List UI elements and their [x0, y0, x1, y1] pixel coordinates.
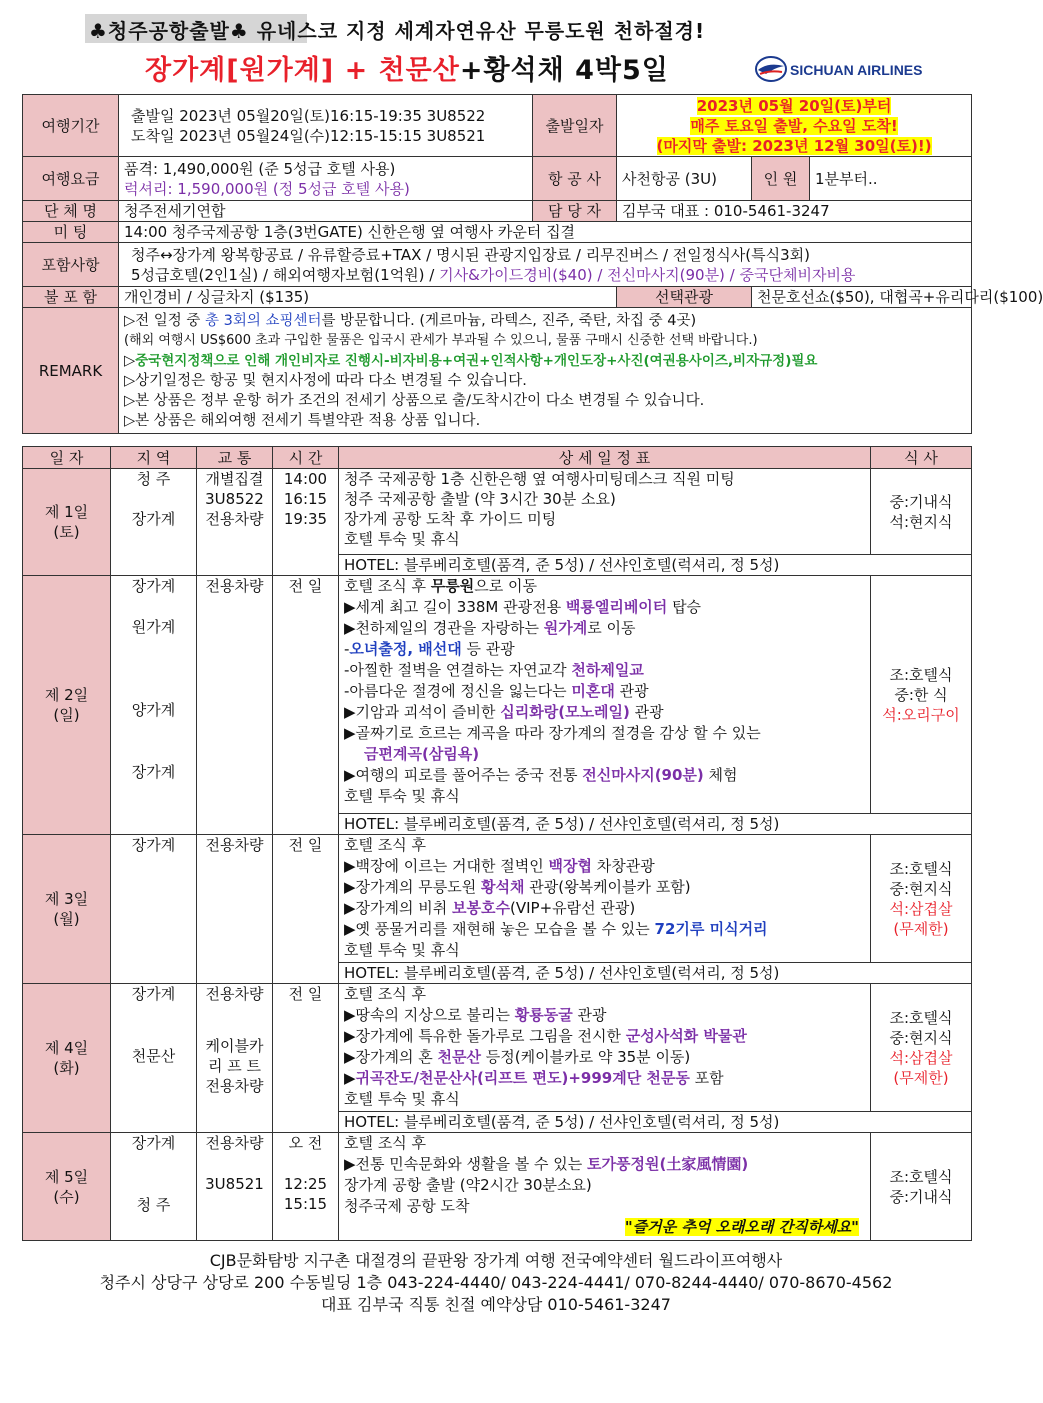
- day4-meals: [871, 984, 972, 1112]
- day2-l11: 호텔 투숙 및 휴식: [344, 787, 460, 805]
- day5-time: [273, 1133, 339, 1241]
- day1-time-2: 16:15: [283, 490, 328, 508]
- day5-dow: (수): [53, 1187, 80, 1206]
- day4-l1: 호텔 조식 후: [344, 985, 426, 1003]
- day4-l4c: 등정(케이블카로 약 35분 이동): [481, 1048, 691, 1066]
- day4-transport-1: 전용차량: [205, 985, 264, 1003]
- day2-l5a: -아찔한 절벽을 연결하는 자연교각: [344, 661, 572, 679]
- day2-l10b: 전신마사지(90분): [582, 766, 704, 784]
- day5-day: 제 5일: [44, 1167, 89, 1186]
- day4-transport-4: 전용차량: [205, 1077, 264, 1095]
- day1-line4: 호텔 투숙 및 휴식: [344, 530, 460, 548]
- day5-l4: 청주국제 공항 도착: [344, 1197, 470, 1215]
- col-time: 시 간: [273, 447, 339, 469]
- day2-l6b: 미혼대: [571, 682, 615, 700]
- include-line1: 청주↔장가계 왕복항공료 / 유류할증료+TAX / 명시된 관광지입장료 / 리무진버스 / 전일정식사(특식3회): [131, 245, 810, 264]
- day1-meals: [871, 469, 972, 555]
- day5-row: [23, 1133, 972, 1241]
- day1-transport: [197, 469, 273, 576]
- day2-l7a: ▶기암과 괴석이 즐비한: [344, 703, 501, 721]
- day5-l2a: ▶전통 민속문화와 생활을 볼 수 있는: [344, 1155, 588, 1173]
- exclude-value: 개인경비 / 싱글차지 ($135): [119, 287, 617, 308]
- manager-value: 김부국 대표 : 010-5461-3247: [617, 201, 972, 222]
- day5-l2b: 토가풍정원(土家風情園): [587, 1155, 749, 1173]
- depart-line1: 2023년 05월 20일(토)부터: [696, 96, 892, 115]
- day2-label: [23, 576, 111, 835]
- remark2: (해외 여행시 US$600 초과 구입한 물품은 입국시 관세가 부과될 수 있으니, 물품 구매시 신중한 선택 바랍니다.): [124, 332, 758, 348]
- include-label: 포함사항: [23, 243, 119, 287]
- day4-l4a: ▶장가계의 혼: [344, 1048, 438, 1066]
- exclude-label: 불 포 함: [23, 287, 119, 308]
- day3-l2b: 백장협: [548, 857, 592, 875]
- day4-label: [23, 984, 111, 1133]
- day2-l10c: 체험: [703, 766, 738, 784]
- day3-row: [23, 835, 972, 963]
- day1-line3: 장가계 공항 도착 후 가이드 미팅: [344, 510, 557, 528]
- airline-label: 항 공 사: [533, 157, 617, 201]
- fee-label: 여행요금: [23, 157, 119, 201]
- remark1-b: 총 3회의 쇼핑센터: [205, 312, 322, 329]
- day2-l6a: -아름다운 절경에 정신을 잃는다는: [344, 682, 572, 700]
- day2-l2a: ▶세계 최고 길이 338M 관광전용: [344, 598, 566, 616]
- day3-l2c: 차창관광: [591, 857, 655, 875]
- day2-l4b: 오녀출정, 배선대: [349, 640, 462, 658]
- col-transport: 교 통: [197, 447, 273, 469]
- day2-l3c: 로 이동: [587, 619, 636, 637]
- day4-transport-3: 리 프 트: [207, 1057, 261, 1075]
- day4-day: 제 4일: [44, 1039, 89, 1057]
- day2-l3a: ▶천하제일의 경관을 자랑하는: [344, 619, 544, 637]
- day1-day: 제 1일: [44, 503, 89, 521]
- day4-l3a: ▶장가계에 특유한 돌가루로 그림을 전시한: [344, 1027, 626, 1045]
- day4-l2b: 황룡동굴: [514, 1006, 573, 1024]
- day4-detail: [339, 984, 871, 1112]
- day2-l9: 금편계곡(삼림욕): [364, 745, 480, 763]
- title-red: 장가계[원가계] + 천문산: [145, 55, 460, 86]
- manager-label: 담 당 자: [533, 201, 617, 222]
- day5-transport-2: 3U8521: [205, 1175, 264, 1193]
- day2-region-4: 장가계: [131, 763, 176, 781]
- day5-region: [111, 1133, 197, 1241]
- day5-l3: 장가계 공항 출발 (약2시간 30분소요): [344, 1176, 592, 1194]
- day2-l5b: 천하제일교: [571, 661, 644, 679]
- day1-meal-1: 중:기내식: [889, 492, 953, 511]
- footer-line3: 대표 김부국 직통 친절 예약상담 010-5461-3247: [321, 1295, 671, 1314]
- day3-l4c: (VIP+유람선 관광): [509, 899, 636, 917]
- day2-l6c: 관광: [614, 682, 649, 700]
- day2-l7b: 십리화랑(모노레일): [500, 703, 630, 721]
- day2-region: [111, 576, 197, 835]
- day3-l3b: 황석채: [481, 878, 525, 896]
- day3-region: 장가계: [111, 835, 197, 984]
- day3-transport: 전용차량: [197, 835, 273, 984]
- day2-time: 전 일: [273, 576, 339, 835]
- day1-region-1: 청 주: [136, 470, 171, 488]
- remark5: ▷본 상품은 정부 운항 허가 조건의 전세기 상품으로 출/도착시간이 다소 변경될 수 있습니다.: [124, 392, 705, 409]
- people-value: 1분부터..: [810, 157, 972, 201]
- day4-meal-1: 조:호텔식: [889, 1008, 953, 1027]
- day3-l4a: ▶장가계의 비취: [344, 899, 453, 917]
- day4-dow: (화): [53, 1059, 80, 1077]
- day2-transport: 전용차량: [197, 576, 273, 835]
- option-value: 천문호선쇼($50), 대협곡+유리다리($100): [752, 287, 972, 308]
- day3-time: 전 일: [273, 835, 339, 984]
- day3-l3a: ▶장가계의 무릉도원: [344, 878, 481, 896]
- sichuan-bird-icon: [754, 54, 788, 84]
- day4-l5c: 포함: [689, 1069, 724, 1087]
- day1-time: [273, 469, 339, 576]
- day2-l2b: 백룡엘리베이터: [565, 598, 668, 616]
- day2-region-2: 원가계: [131, 618, 176, 636]
- day2-meal-1: 조:호텔식: [889, 665, 953, 684]
- remark-value: [119, 308, 972, 434]
- depart-label: 출발일자: [533, 95, 617, 157]
- airline-logo: [754, 52, 946, 86]
- day5-label: [23, 1133, 111, 1241]
- fee-premium: 품격: 1,490,000원 (준 5성급 호텔 사용): [124, 159, 396, 178]
- day2-l4a: -: [344, 640, 350, 658]
- remark4: ▷상기일정은 항공 및 현지사정에 따라 다소 변경될 수 있습니다.: [124, 372, 527, 389]
- period-label: 여행기간: [23, 95, 119, 157]
- day2-l1c: 으로 이동: [474, 577, 537, 595]
- col-region: 지 역: [111, 447, 197, 469]
- day3-l4b: 보봉호수: [452, 899, 510, 917]
- day2-meals: [871, 576, 972, 814]
- day3-detail: [339, 835, 871, 963]
- day3-l3c: 관광(왕복케이블카 포함): [524, 878, 691, 896]
- day4-hotel: HOTEL: 블루베리호텔(품격, 준 5성) / 선샤인호텔(럭셔리, 정 5성): [339, 1112, 972, 1133]
- day4-l6: 호텔 투숙 및 휴식: [344, 1090, 460, 1108]
- day1-transport-1: 개별집결: [205, 470, 264, 488]
- include-line2b: 기사&가이드경비($40) / 전신마사지(90분) / 중국단체비자비용: [439, 265, 856, 284]
- day4-meal-2: 중:현지식: [889, 1028, 953, 1047]
- page-title: [145, 48, 669, 87]
- meeting-value: 14:00 청주국제공항 1층(3번GATE) 신한은행 옆 여행사 카운터 집결: [119, 222, 972, 243]
- day4-transport-2: 케이블카: [205, 1037, 264, 1055]
- day2-meal-3: 석:오리구이: [882, 705, 960, 724]
- fee-value: [119, 157, 533, 201]
- day5-transport: [197, 1133, 273, 1241]
- day5-closing: "즐거운 추억 오래오래 간직하세요": [624, 1218, 859, 1236]
- day2-l7c: 관광: [629, 703, 664, 721]
- day2-l4c: 등 관광: [461, 640, 515, 658]
- day2-l1a: 호텔 조식 후: [344, 577, 431, 595]
- remark3-b: 중국현지정책으로 인해 개인비자로 진행시-비자비용+여권+인적사항+개인도장+사진(여권용사이즈,비자규정)필요: [135, 352, 818, 369]
- day4-transport: [197, 984, 273, 1133]
- day3-meals: [871, 835, 972, 963]
- day4-region-2: 천문산: [131, 1047, 176, 1065]
- airline-logo-text: SICHUAN AIRLINES: [790, 62, 923, 78]
- day3-meal-2: 중:현지식: [889, 879, 953, 898]
- col-day: 일 자: [23, 447, 111, 469]
- day4-l5b: 귀곡잔도/천문산사(리프트 편도)+999계단 천문동: [355, 1069, 690, 1087]
- period-value: [119, 95, 533, 157]
- day5-time-3: 15:15: [283, 1195, 328, 1213]
- day4-row: [23, 984, 972, 1112]
- day2-l10a: ▶여행의 피로를 풀어주는 중국 전통: [344, 766, 583, 784]
- people-label: 인 원: [752, 157, 810, 201]
- day1-label: [23, 469, 111, 576]
- day3-meal-1: 조:호텔식: [889, 859, 953, 878]
- day5-meal-2: 중:기내식: [889, 1187, 953, 1206]
- day1-region-3: 장가계: [131, 510, 176, 528]
- day2-row: [23, 576, 972, 814]
- day3-dow: (월): [53, 910, 80, 928]
- day2-day: 제 2일: [44, 686, 89, 704]
- remark1-a: ▷전 일정 중: [124, 312, 206, 329]
- day1-time-3: 19:35: [283, 510, 328, 528]
- remark6: ▷본 상품은 해외여행 전세기 특별약관 적용 상품 입니다.: [124, 412, 481, 429]
- day2-l1b: 무릉원: [430, 577, 475, 595]
- day3-l1: 호텔 조식 후: [344, 836, 426, 854]
- day3-l6: 호텔 투숙 및 휴식: [344, 941, 460, 959]
- day4-region: [111, 984, 197, 1133]
- day1-transport-2: 3U8522: [205, 490, 264, 508]
- col-meal: 식 사: [871, 447, 972, 469]
- day5-meals: [871, 1133, 972, 1241]
- day2-l8: ▶골짜기로 흐르는 계곡을 따라 장가계의 절경을 감상 할 수 있는: [344, 724, 761, 742]
- day1-line1: 청주 국제공항 1층 신한은행 옆 여행사미팅데스크 직원 미팅: [344, 470, 735, 488]
- col-detail: 상 세 일 정 표: [339, 447, 871, 469]
- day1-time-1: 14:00: [283, 470, 328, 488]
- day3-day: 제 3일: [44, 890, 89, 908]
- day2-meal-2: 중:한 식: [894, 685, 948, 704]
- info-table: [22, 94, 1043, 434]
- day5-detail: [339, 1133, 871, 1241]
- day2-l3b: 원가계: [543, 619, 588, 637]
- day1-dow: (토): [53, 523, 80, 541]
- day4-time: 전 일: [273, 984, 339, 1133]
- meeting-label: 미 팅: [23, 222, 119, 243]
- header-line1: ♣청주공항출발♣ 유네스코 지정 세계자연유산 무릉도원 천하절경!: [89, 19, 706, 43]
- depart-value: [617, 95, 972, 157]
- depart-line3: (마지막 출발: 2023년 12월 30일(토)!): [656, 136, 932, 155]
- day2-l2c: 탑승: [667, 598, 702, 616]
- day4-l5a: ▶: [344, 1069, 356, 1087]
- option-label: 선택관광: [617, 287, 752, 308]
- remark3-a: ▷: [124, 352, 136, 369]
- day4-meal-3: 석:삼겹살: [889, 1048, 953, 1067]
- footer-line2: 청주시 상당구 상당로 200 수동빌딩 1층 043-224-4440/ 043-224-4441/ 070-8244-4440/ 070-8670-4562: [99, 1273, 893, 1292]
- day3-l5a: ▶옛 풍물거리를 재현해 놓은 모습을 볼 수 있는: [344, 920, 655, 938]
- day5-transport-1: 전용차량: [205, 1134, 264, 1152]
- airline-value: 사천항공 (3U): [617, 157, 752, 201]
- footer-line1: CJB문화탐방 지구촌 대절경의 끝판왕 장가계 여행 전국예약센터 월드라이프여행사: [209, 1251, 783, 1270]
- day2-hotel: HOTEL: 블루베리호텔(품격, 준 5성) / 선샤인호텔(럭셔리, 정 5성): [339, 814, 972, 835]
- day1-row: [23, 469, 972, 555]
- day1-detail: [339, 469, 871, 555]
- day3-meal-4: (무제한): [893, 919, 949, 938]
- day5-time-2: 12:25: [283, 1175, 328, 1193]
- day1-region: [111, 469, 197, 576]
- day3-hotel: HOTEL: 블루베리호텔(품격, 준 5성) / 선샤인호텔(럭셔리, 정 5성): [339, 963, 972, 984]
- day3-l5b: 72기루 미식거리: [654, 920, 768, 938]
- day2-region-1: 장가계: [131, 577, 176, 595]
- header-banner: [85, 14, 911, 44]
- day1-line2: 청주 국제공항 출발 (약 3시간 30분 소요): [344, 490, 616, 508]
- day5-time-1: 오 전: [288, 1134, 323, 1152]
- day4-l3b: 군성사석화 박물관: [625, 1027, 747, 1045]
- period-depart: 출발일 2023년 05월20일(토)16:15-19:35 3U8522: [131, 106, 486, 125]
- day3-l2a: ▶백장에 이르는 거대한 절벽인: [344, 857, 549, 875]
- day2-detail: [339, 576, 871, 814]
- depart-line2: 매주 토요일 출발, 수요일 도착!: [690, 116, 898, 135]
- day3-label: [23, 835, 111, 984]
- day1-hotel: HOTEL: 블루베리호텔(품격, 준 5성) / 선샤인호텔(럭셔리, 정 5성): [339, 555, 972, 576]
- group-value: 청주전세기연합: [119, 201, 533, 222]
- group-label: 단 체 명: [23, 201, 119, 222]
- day4-l4b: 천문산: [437, 1048, 482, 1066]
- fee-luxury: 럭셔리: 1,590,000원 (정 5성급 호텔 사용): [124, 179, 410, 198]
- remark1-c: 를 방문합니다. (게르마늄, 라텍스, 진주, 죽탄, 차집 중 4곳): [321, 312, 697, 329]
- day2-dow: (일): [53, 706, 80, 724]
- day4-l2a: ▶땅속의 지상으로 불리는: [344, 1006, 515, 1024]
- day5-region-2: 청 주: [136, 1196, 171, 1214]
- remark-label: REMARK: [23, 308, 119, 434]
- day2-region-3: 양가계: [131, 701, 176, 719]
- schedule-table: [22, 446, 972, 1241]
- day4-region-1: 장가계: [131, 985, 176, 1003]
- include-value: [119, 243, 972, 287]
- day5-l1: 호텔 조식 후: [344, 1134, 426, 1152]
- include-line2a: 5성급호텔(2인1실) / 해외여행자보험(1억원) /: [131, 265, 440, 284]
- day1-meal-2: 석:현지식: [889, 512, 953, 531]
- day5-region-1: 장가계: [131, 1134, 176, 1152]
- day4-meal-4: (무제한): [893, 1068, 949, 1087]
- day4-l2c: 관광: [572, 1006, 607, 1024]
- day5-meal-1: 조:호텔식: [889, 1167, 953, 1186]
- day1-transport-3: 전용차량: [205, 510, 264, 528]
- day3-meal-3: 석:삼겹살: [889, 899, 953, 918]
- title-black: +황석채 4박5일: [459, 55, 669, 86]
- period-arrive: 도착일 2023년 05월24일(수)12:15-15:15 3U8521: [131, 126, 486, 145]
